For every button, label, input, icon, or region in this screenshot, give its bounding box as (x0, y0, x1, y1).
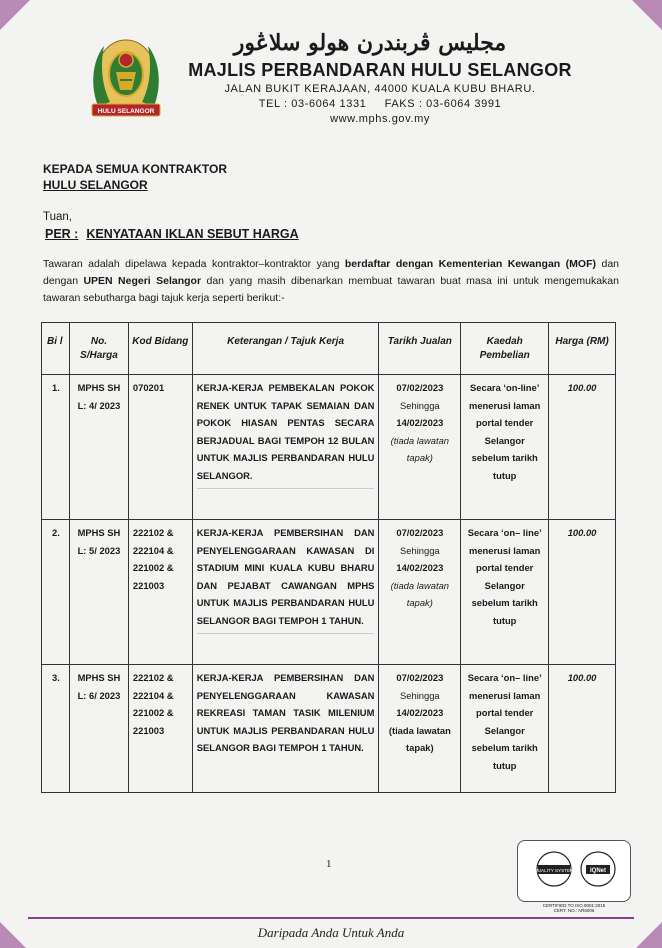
intro-text-1: Tawaran adalah dipelawa kepada kontraktor–kontraktor yang (43, 258, 345, 270)
cell-tajuk-text: KERJA-KERJA PEMBERSIHAN DAN PENYELENGGARAAN KAWASAN REKREASI TAMAN TASIK MILENIUM UNTUK MAJLIS PERBANDARAN HULU SELANGOR BAGI TEMPOH 1 TAHUN. (196, 672, 375, 753)
corner-decoration-top-right (632, 0, 662, 30)
tarikh-to: 14/02/2023 (396, 707, 444, 718)
cell-bil: 3. (42, 665, 70, 793)
cell-tajuk (192, 520, 379, 665)
tarikh-to: 14/02/2023 (396, 562, 444, 573)
cell-tajuk-text: KERJA-KERJA PEMBEKALAN POKOK RENEK UNTUK TAPAK SEMAIAN DAN POKOK HIASAN PENTAS SECARA BERJADUAL BAGI TEMPOH 12 BULAN UNTUK MAJLIS PERBANDARAN HULU SELANGOR. (197, 379, 375, 489)
iqnet-badge-label: IQNet (589, 868, 607, 874)
cell-no: MPHS SH L: 4/ 2023 (69, 375, 128, 520)
subject-prefix: PER : (45, 227, 79, 241)
header-no: No. S/Harga (69, 323, 128, 375)
header-kod: Kod Bidang (128, 323, 192, 375)
certification-caption (520, 903, 628, 913)
council-crest-logo (86, 36, 166, 122)
header-tajuk: Keterangan / Tajuk Kerja (192, 323, 379, 375)
cert-caption-line-2: CERT. NO.: AR6006 (553, 908, 595, 913)
cell-kaedah: Secara ‘on– line’ menerusi laman portal tender Selangor sebelum tarikh tutup (461, 520, 549, 665)
quality-system-badge-label: QUALITY SYSTEM (534, 868, 574, 873)
table-header-row (42, 323, 616, 375)
footer-divider (28, 917, 634, 919)
intro-bold-upen: UPEN Negeri Selangor (83, 275, 202, 287)
tarikh-mid: Sehingga (400, 689, 440, 701)
cell-tajuk (192, 665, 379, 793)
subject-line (45, 227, 307, 241)
tarikh-note: (tiada lawatan tapak) (388, 724, 451, 753)
cell-harga: 100.00 (549, 520, 616, 665)
tarikh-mid: Sehingga (400, 399, 440, 411)
certification-badges (517, 840, 631, 902)
cell-bil: 1. (42, 375, 70, 520)
header-tarikh: Tarikh Jualan (379, 323, 461, 375)
table-row (42, 375, 616, 520)
tarikh-from: 07/02/2023 (396, 527, 444, 538)
tarikh-note: (tiada lawatan tapak) (390, 579, 450, 608)
intro-paragraph (43, 256, 619, 307)
intro-bold-mof: berdaftar dengan Kementerian Kewangan (MOF) (344, 258, 597, 270)
recipient-line-2: HULU SELANGOR (43, 178, 148, 192)
tarikh-to: 14/02/2023 (396, 417, 444, 428)
cell-tarikh (379, 520, 461, 665)
tarikh-from: 07/02/2023 (396, 382, 444, 393)
page-number: 1 (326, 858, 332, 870)
header-kaedah: Kaedah Pembelian (461, 323, 549, 375)
cell-kaedah: Secara ‘on-line’ menerusi laman portal tender Selangor sebelum tarikh tutup (461, 375, 549, 520)
intro-text-3: dan yang masih dibenarkan membuat tawaran buat masa ini untuk mengemukakan tawaran sebutharga bagi tajuk kerja seperti berikut:- (43, 275, 619, 304)
cell-kod: 222102 & 222104 & 221002 & 221003 (128, 665, 192, 793)
tarikh-from: 07/02/2023 (396, 672, 444, 683)
header-harga: Harga (RM) (549, 323, 616, 375)
cell-kaedah: Secara ‘on– line’ menerusi laman portal tender Selangor sebelum tarikh tutup (461, 665, 549, 793)
cell-no: MPHS SH L: 6/ 2023 (69, 665, 128, 793)
header-bil: Bi l (42, 323, 70, 375)
quotation-table (41, 322, 616, 793)
cell-tarikh (379, 665, 461, 793)
council-address: JALAN BUKIT KERAJAAN, 44000 KUALA KUBU BHARU. (224, 83, 536, 95)
cert-caption-line-1: CERTIFIED TO ISO 9001:2015 (542, 903, 606, 908)
footer-slogan: Daripada Anda Untuk Anda (257, 925, 405, 940)
table-row (42, 520, 616, 665)
tarikh-note: (tiada lawatan tapak) (390, 434, 450, 463)
cell-tajuk (192, 375, 379, 520)
cell-no: MPHS SH L: 5/ 2023 (69, 520, 128, 665)
intro-text-2: dan dengan (43, 258, 619, 287)
logo-ribbon-text: HULU SELANGOR (97, 108, 155, 115)
cell-kod: 070201 (128, 375, 192, 520)
cell-tarikh (379, 375, 461, 520)
subject-title: KENYATAAN IKLAN SEBUT HARGA (86, 227, 299, 241)
corner-decoration-top-left (0, 0, 30, 30)
cell-harga: 100.00 (549, 665, 616, 793)
cell-harga: 100.00 (549, 375, 616, 520)
tarikh-mid: Sehingga (400, 544, 440, 556)
council-name-jawi: مجليس ڤربندرن هولو سلاڠور (233, 30, 507, 56)
council-phone-fax: TEL : 03-6064 1331 FAKS : 03-6064 3991 (258, 98, 502, 110)
certification-badges-graphic (518, 841, 630, 901)
table-row (42, 665, 616, 793)
council-website: www.mphs.gov.my (330, 113, 430, 125)
cell-bil: 2. (42, 520, 70, 665)
council-name: MAJLIS PERBANDARAN HULU SELANGOR (188, 60, 572, 80)
salutation: Tuan, (43, 211, 72, 223)
cell-tajuk-text: KERJA-KERJA PEMBERSIHAN DAN PENYELENGGARAAN KAWASAN DI STADIUM MINI KUALA KUBU BHARU DAN PEJABAT CAWANGAN MPHS UNTUK MAJLIS PERBANDARAN HULU SELANGOR BAGI TEMPOH 1 TAHUN. (197, 524, 375, 634)
recipient-line-1: KEPADA SEMUA KONTRAKTOR (43, 162, 228, 176)
cell-kod: 222102 & 222104 & 221002 & 221003 (128, 520, 192, 665)
